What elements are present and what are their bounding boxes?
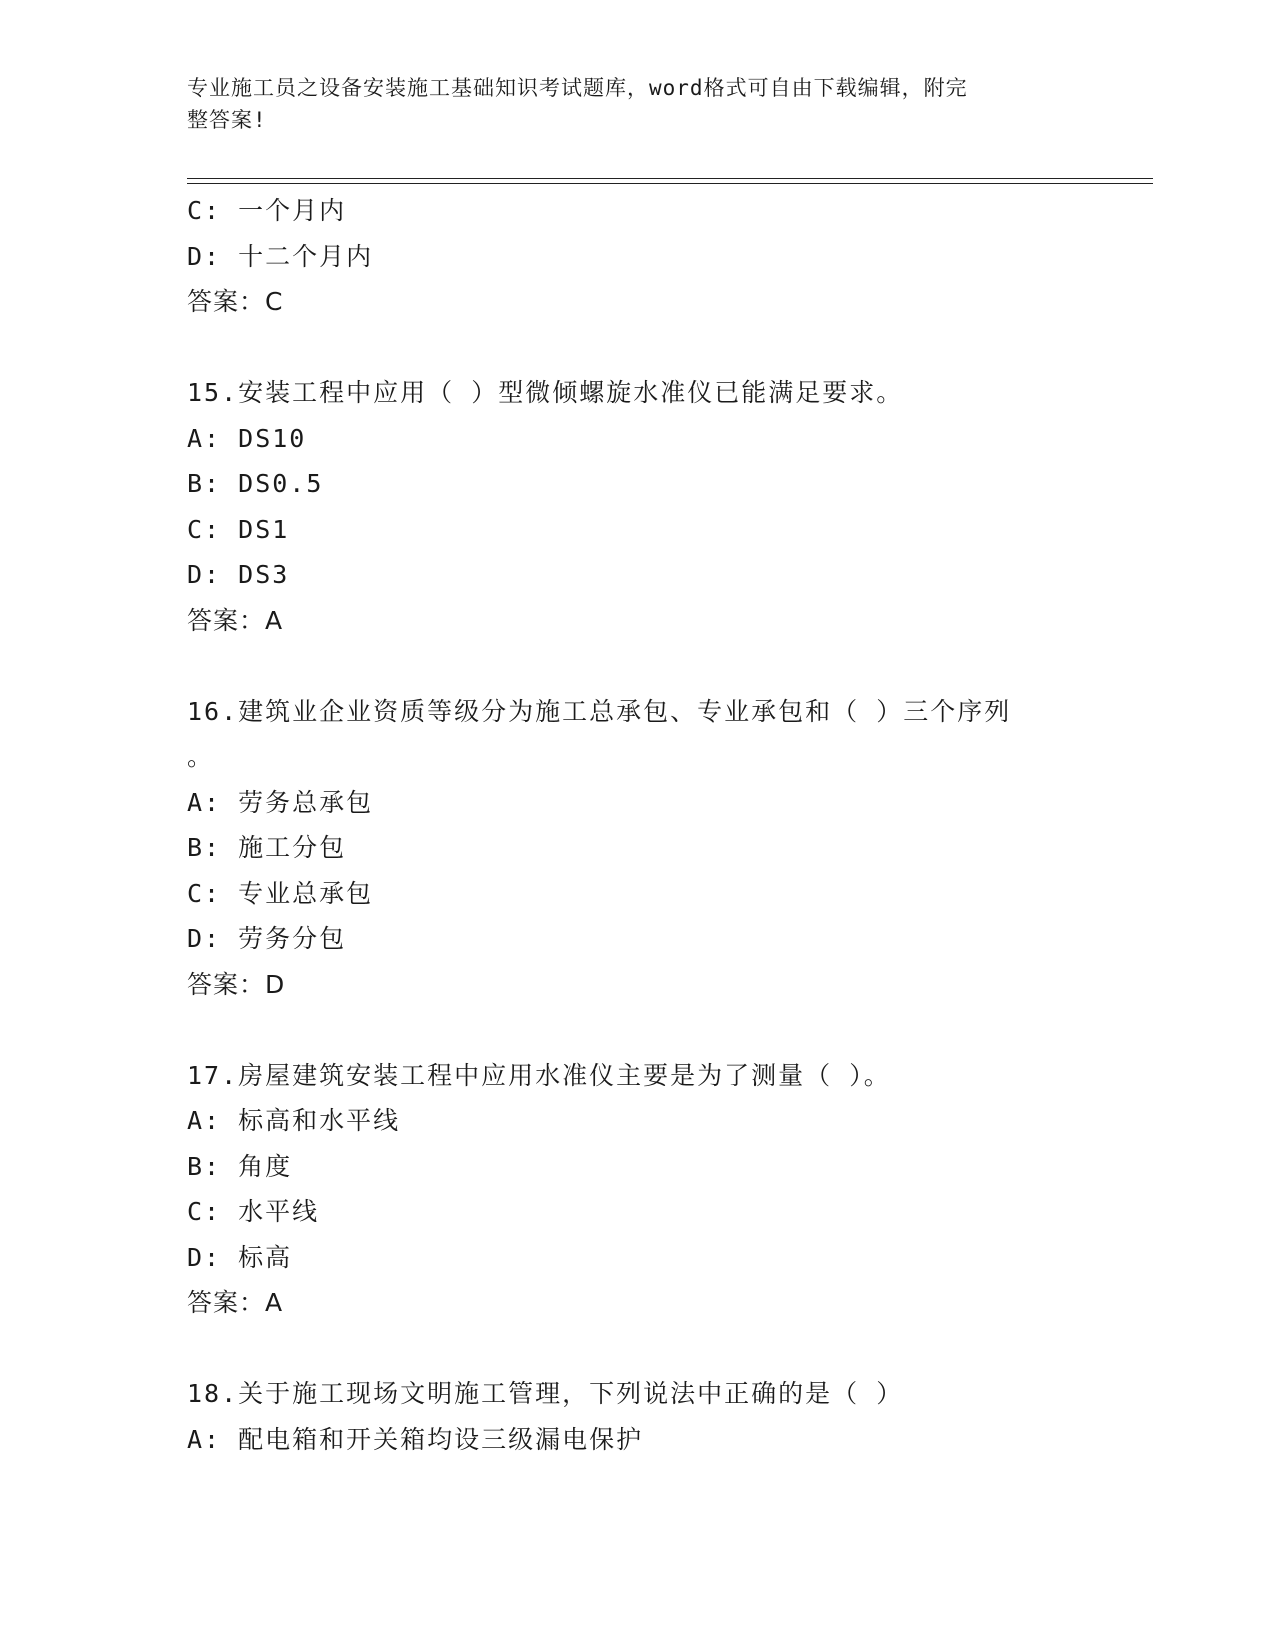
spacer xyxy=(187,1007,1087,1053)
header-rule xyxy=(187,178,1153,184)
question-line: 18.关于施工现场文明施工管理，下列说法中正确的是（ ） xyxy=(187,1379,904,1408)
option-line: A: 配电箱和开关箱均设三级漏电保护 xyxy=(187,1424,644,1454)
option-line: A: DS10 xyxy=(187,423,307,453)
option-line: D: 标高 xyxy=(187,1242,293,1272)
answer-line: 答案：A xyxy=(187,605,284,635)
option-line: D: DS3 xyxy=(187,560,290,589)
question-line: 16.建筑业企业资质等级分为施工总承包、专业承包和（ ）三个序列 xyxy=(187,696,1012,726)
option-line: A: 劳务总承包 xyxy=(187,787,374,817)
spacer xyxy=(187,1326,1087,1372)
option-line: D: 十二个月内 xyxy=(187,241,374,271)
question-line-continued: 。 xyxy=(187,742,215,771)
answer-line: 答案：D xyxy=(187,969,286,999)
header-line-1: 专业施工员之设备安装施工基础知识考试题库，word格式可自由下载编辑，附完 xyxy=(187,76,968,100)
answer-line: 答案：C xyxy=(187,287,284,316)
document-header xyxy=(187,72,1067,136)
option-line: B: 角度 xyxy=(187,1151,293,1181)
spacer xyxy=(187,643,1087,689)
option-line: D: 劳务分包 xyxy=(187,924,347,953)
option-line: B: DS0.5 xyxy=(187,469,324,498)
question-list xyxy=(187,188,1087,1462)
option-line: C: 一个月内 xyxy=(187,196,347,225)
option-line: A: 标高和水平线 xyxy=(187,1106,401,1135)
option-line: C: 专业总承包 xyxy=(187,878,374,908)
question-line: 15.安装工程中应用（ ）型微倾螺旋水准仪已能满足要求。 xyxy=(187,378,904,407)
option-line: C: DS1 xyxy=(187,514,290,544)
question-line: 17.房屋建筑安装工程中应用水准仪主要是为了测量（ ）。 xyxy=(187,1060,891,1090)
option-line: B: 施工分包 xyxy=(187,833,347,862)
answer-line: 答案：A xyxy=(187,1288,284,1317)
spacer xyxy=(187,325,1087,371)
header-line-2: 整答案! xyxy=(187,108,267,132)
option-line: C: 水平线 xyxy=(187,1197,320,1226)
